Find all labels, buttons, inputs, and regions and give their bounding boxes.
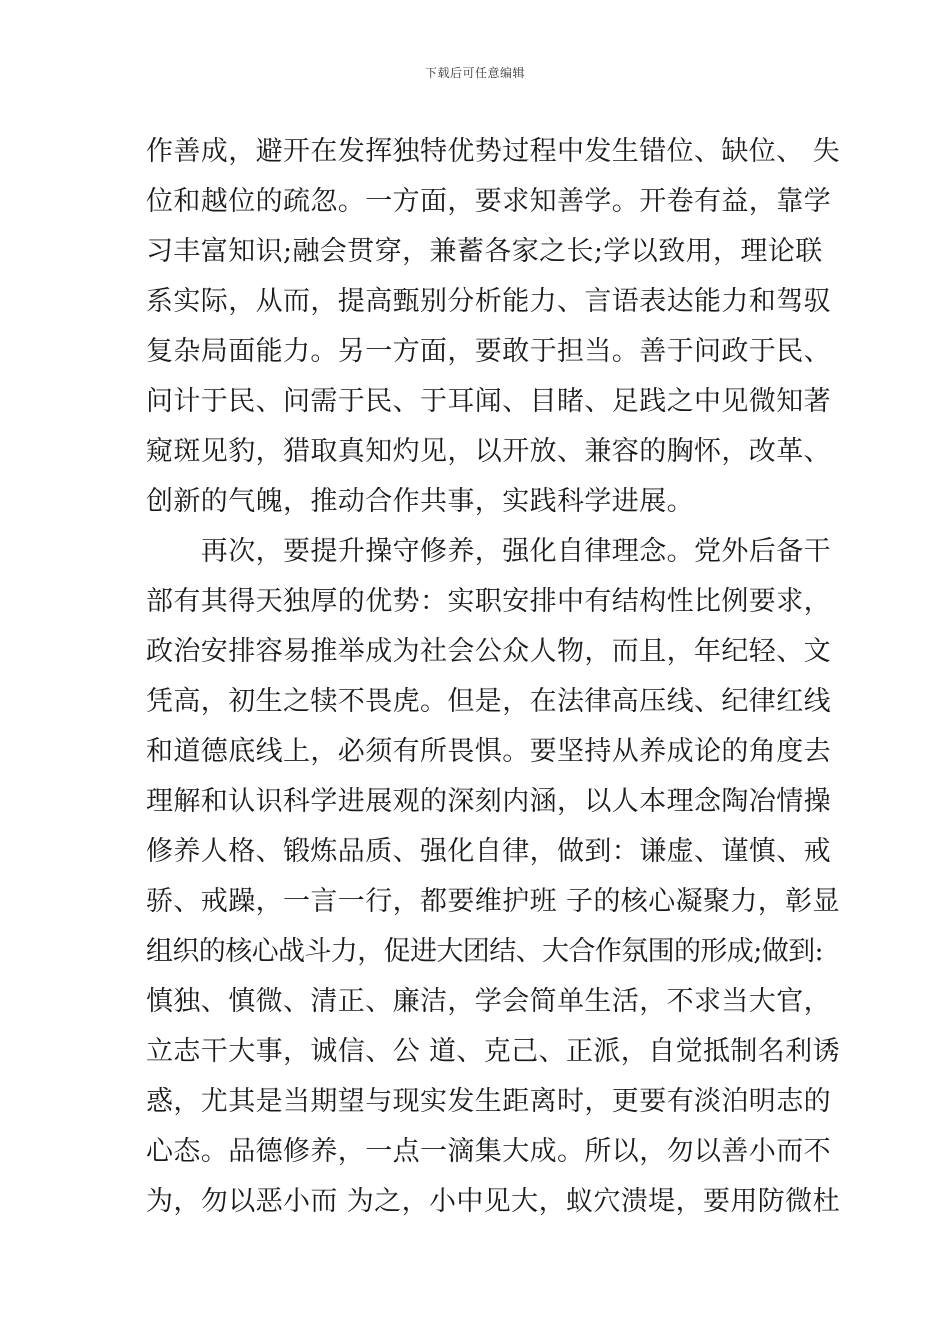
text-line: 位和越位的疏忽。一方面，要求知善学。开卷有益，靠学 xyxy=(146,186,831,217)
paragraph-start-line: 再次，要提升操守修养，强化自律理念。党外后备干 xyxy=(146,536,831,567)
text-line: 部有其得天独厚的优势：实职安排中有结构性比例要求， xyxy=(146,586,831,617)
text-line: 复杂局面能力。另一方面，要敢于担当。善于问政于民、 xyxy=(146,336,831,367)
text-line: 修养人格、锻炼品质、强化自律，做到：谦虚、谨慎、戒 xyxy=(146,836,831,867)
text-line: 凭高，初生之犊不畏虎。但是，在法律高压线、纪律红线 xyxy=(146,686,831,717)
text-line: 问计于民、问需于民、于耳闻、目睹、足践之中见微知著 xyxy=(146,386,831,417)
text-line: 理解和认识科学进展观的深刻内涵，以人本理念陶冶情操 xyxy=(146,786,831,817)
text-line: 窥斑见豹，猎取真知灼见，以开放、兼容的胸怀，改革、 xyxy=(146,436,831,467)
text-line: 惑，尤其是当期望与现实发生距离时，更要有淡泊明志的 xyxy=(146,1086,831,1117)
text-line: 系实际，从而，提高甄别分析能力、言语表达能力和驾驭 xyxy=(146,286,831,317)
text-line: 作善成，避开在发挥独特优势过程中发生错位、缺位、 失 xyxy=(146,136,840,167)
text-line: 心态。品德修养，一点一滴集大成。所以，勿以善小而不 xyxy=(146,1136,831,1167)
page-header: 下载后可任意编辑 xyxy=(424,66,525,80)
text-line: 立志干大事，诚信、公 道、克己、正派，自觉抵制名利诱 xyxy=(146,1036,840,1067)
text-line: 骄、戒躁，一言一行，都要维护班 子的核心凝聚力，彰显 xyxy=(146,886,840,917)
text-line: 为，勿以恶小而 为之，小中见大，蚁穴溃堤，要用防微杜 xyxy=(146,1186,840,1217)
text-line: 政治安排容易推举成为社会公众人物，而且，年纪轻、文 xyxy=(146,636,831,667)
text-line: 组织的核心战斗力，促进大团结、大合作氛围的形成;做到: xyxy=(146,936,823,967)
text-line: 和道德底线上，必须有所畏惧。要坚持从养成论的角度去 xyxy=(146,736,831,767)
text-line: 创新的气魄，推动合作共事，实践科学进展。 xyxy=(146,486,694,517)
document-body xyxy=(146,127,840,1227)
text-line: 习丰富知识;融会贯穿，兼蓄各家之长;学以致用，理论联 xyxy=(146,236,823,267)
text-line: 慎独、慎微、清正、廉洁，学会简单生活，不求当大官， xyxy=(146,986,831,1017)
